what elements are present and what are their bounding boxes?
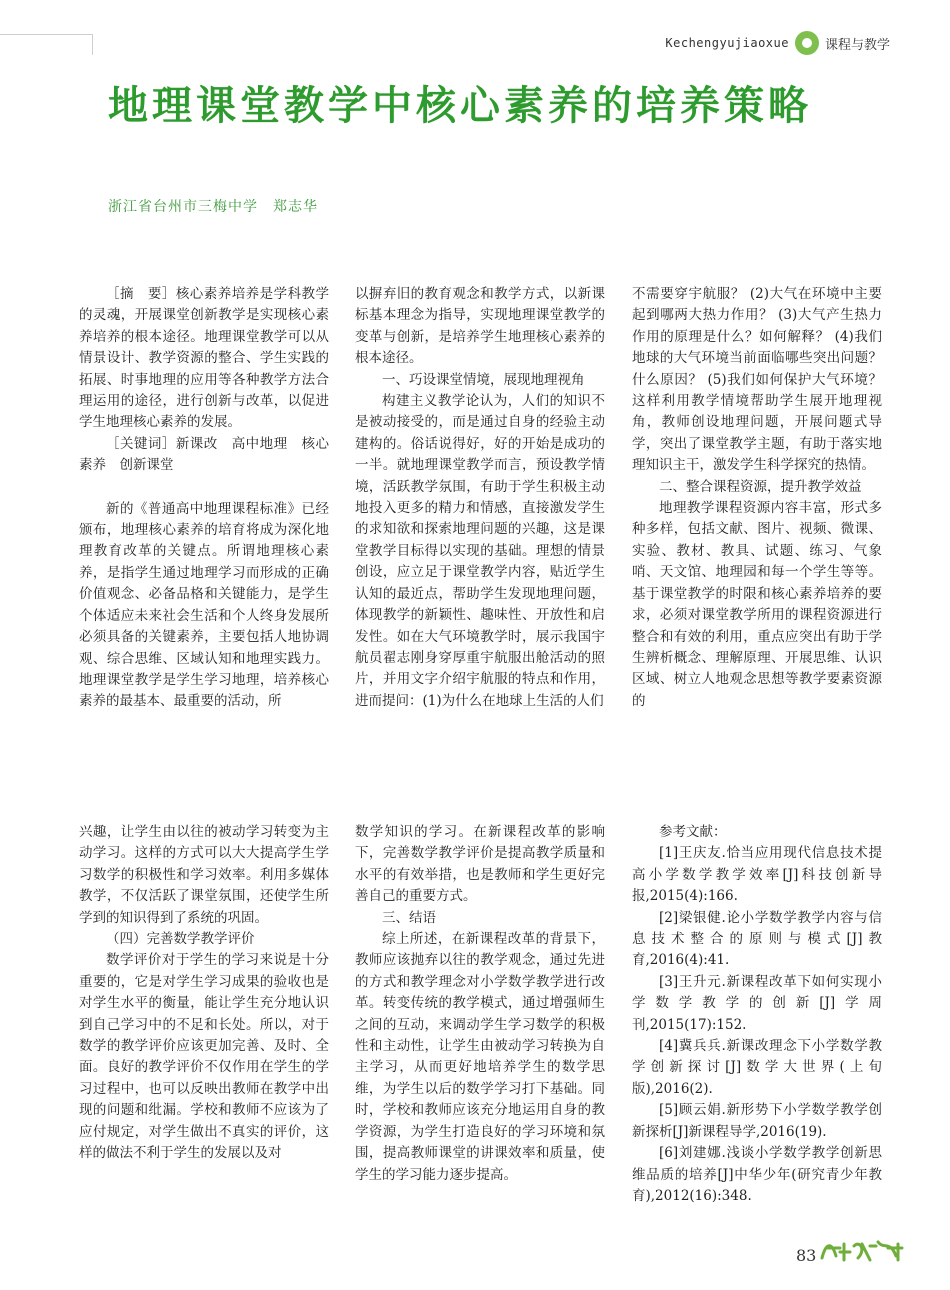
- paragraph: 数学知识的学习。在新课程改革的影响下，完善数学教学评价是提高教学质量和水平的有效举措，也是教师和学生更好完善自己的重要方式。: [355, 824, 605, 905]
- paragraph: 不需要穿宇航服？ (2)大气在环境中主要起到哪两大热力作用？ (3)大气产生热力作用的原理是什么？如何解释？ (4)我们地球的大气环境当前面临哪些突出问题？什么原因？ (5)我们如何保护大气环境？这样利用教学情境帮助学生展开地理视角，教师创设地理问题，开展问题式导学，突出了课堂教学主题，有助于落实地理知识主干，激发学生科学探究的热情。: [632, 286, 882, 474]
- reference-item: [4]冀兵兵.新课改理念下小学数学教学创新探讨[J]数学大世界(上旬版),2016(2).: [632, 1038, 882, 1097]
- section-heading: 一、巧设课堂情境，展现地理视角: [382, 371, 585, 388]
- top-column-1: [79, 284, 329, 713]
- paragraph: 构建主义教学论认为，人们的知识不是被动接受的，而是通过自身的经验主动建构的。俗话说得好，好的开始是成功的一半。就地理课堂教学而言，预设教学情境，活跃教学氛围，有助于学生积极主动地投入更多的精力和情感，直接激发学生的求知欲和探索地理问题的兴趣，这是课堂教学目标得以实现的基础。理想的情景创设，应立足于课堂教学内容，贴近学生认知的最近点，帮助学生发现地理问题，体现教学的新颖性、趣味性、开放性和启发性。如在大气环境教学时，展示我国宇航员翟志刚身穿厚重宇航服出舱活动的照片，并用文字介绍宇航服的特点和作用，进而提问：(1)为什么在地球上生活的人们: [355, 393, 605, 709]
- keywords-label: ［关键词］: [106, 435, 176, 452]
- abstract-text: 核心素养培养是学科教学的灵魂，开展课堂创新教学是实现核心素养培养的根本途径。地理课堂教学可以从情景设计、教学资源的整合、学生实践的拓展、时事地理的应用等各种教学方法合理运用的途径，进行创新与改革，以促进学生地理核心素养的发展。: [79, 286, 330, 431]
- top-column-2: [355, 284, 605, 712]
- paragraph: 数学评价对于学生的学习来说是十分重要的，它是对学生学习成果的验收也是对学生水平的衡量，能让学生充分地认识到自己学习中的不足和长处。所以，对于数学的教学评价应该更加完善、及时、全面。良好的教学评价不仅作用在学生的学习过程中，也可以反映出教师在教学中出现的问题和纰漏。学校和教师不应该为了应付规定，对学生做出不真实的评价，这样的做法不利于学生的发展以及对: [79, 952, 329, 1162]
- bottom-column-1: [79, 822, 329, 1165]
- references-column: [632, 822, 882, 1207]
- running-header: [665, 30, 890, 56]
- corner-crop-mark: [0, 34, 93, 55]
- reference-item: [3]王升元.新课程改革下如何实现小学数学教学的创新[J]学周刊,2015(17):152.: [632, 973, 882, 1033]
- column-name: 课程与教学: [824, 37, 890, 53]
- reference-item: [5]顾云娟.新形势下小学数学教学创新探析[J]新课程导学,2016(19).: [632, 1102, 882, 1140]
- bottom-column-2: [355, 822, 605, 1186]
- abstract-label: ［摘 要］: [106, 286, 176, 302]
- keywords: [79, 434, 329, 477]
- page-number: 83: [796, 1246, 817, 1265]
- keywords-text: 新课改 高中地理 核心素养 创新课堂: [79, 435, 330, 474]
- abstract: [79, 284, 329, 434]
- reference-item: [2]梁银健.论小学数学教学内容与信息技术整合的原则与模式[J]教育,2016(4):41.: [632, 909, 882, 969]
- article-title: 地理课堂教学中核心素养的培养策略: [108, 82, 812, 129]
- top-column-3: [632, 284, 882, 712]
- magazine-logo-icon: [818, 1236, 910, 1266]
- article-author: 浙江省台州市三梅中学 郑志华: [108, 199, 318, 215]
- column-pinyin: Kechengyujiaoxue: [665, 36, 789, 50]
- column-leaf-icon: [795, 31, 819, 55]
- references-heading: 参考文献：: [659, 824, 727, 840]
- section-heading: 二、整合课程资源，提升教学效益: [659, 478, 862, 495]
- paragraph: 综上所述，在新课程改革的背景下，教师应该抛弃以往的教学观念，通过先进的方式和教学理念对小学数学教学进行改革。转变传统的教学模式，通过增强师生之间的互动，来调动学生学习数学的积极性和主动性，让学生由被动学习转换为自主学习，从而更好地培养学生的数学思维，为学生以后的数学学习打下基础。同时，学校和教师应该充分地运用自身的教学资源，为学生打造良好的学习环境和氛围，提高教师课堂的讲课效率和质量，使学生的学习能力逐步提高。: [355, 931, 605, 1183]
- reference-item: [6]刘建娜.浅谈小学数学教学创新思维品质的培养[J]中华少年(研究青少年教育),2012(16):348.: [632, 1145, 882, 1204]
- section-heading: 三、结语: [382, 909, 436, 926]
- paragraph: 兴趣，让学生由以往的被动学习转变为主动学习。这样的方式可以大大提高学生学习数学的积极性和学习效率。利用多媒体教学，不仅活跃了课堂氛围，还使学生所学到的知识得到了系统的巩固。: [79, 824, 329, 926]
- paragraph: 地理教学课程资源内容丰富，形式多种多样，包括文献、图片、视频、微课、实验、教材、教具、试题、练习、气象哨、天文馆、地理园和每一个学生等等。基于课堂教学的时限和核心素养培养的要求，必须对课堂教学所用的课程资源进行整合和有效的利用，重点应突出有助于学生辨析概念、理解原理、开展思维、认识区域、树立人地观念思想等教学要素资源的: [632, 500, 882, 709]
- reference-item: [1]王庆友.恰当应用现代信息技术提高小学数学教学效率[J]科技创新导报,2015(4):166.: [632, 845, 882, 905]
- paragraph: 新的《普通高中地理课程标准》已经颁布，地理核心素养的培育将成为深化地理教育改革的关键点。所谓地理核心素养，是指学生通过地理学习而形成的正确价值观念、必备品格和关键能力，是学生个体适应未来社会生活和个人终身发展所必须具备的关键素养，主要包括人地协调观、综合思维、区域认知和地理实践力。地理课堂教学是学生学习地理，培养核心素养的最基本、最重要的活动，所: [79, 500, 329, 710]
- section-heading: （四）完善数学教学评价: [106, 931, 255, 948]
- paragraph: 以摒弃旧的教育观念和教学方式，以新课标基本理念为指导，实现地理课堂教学的变革与创新，是培养学生地理核心素养的根本途径。: [355, 286, 605, 367]
